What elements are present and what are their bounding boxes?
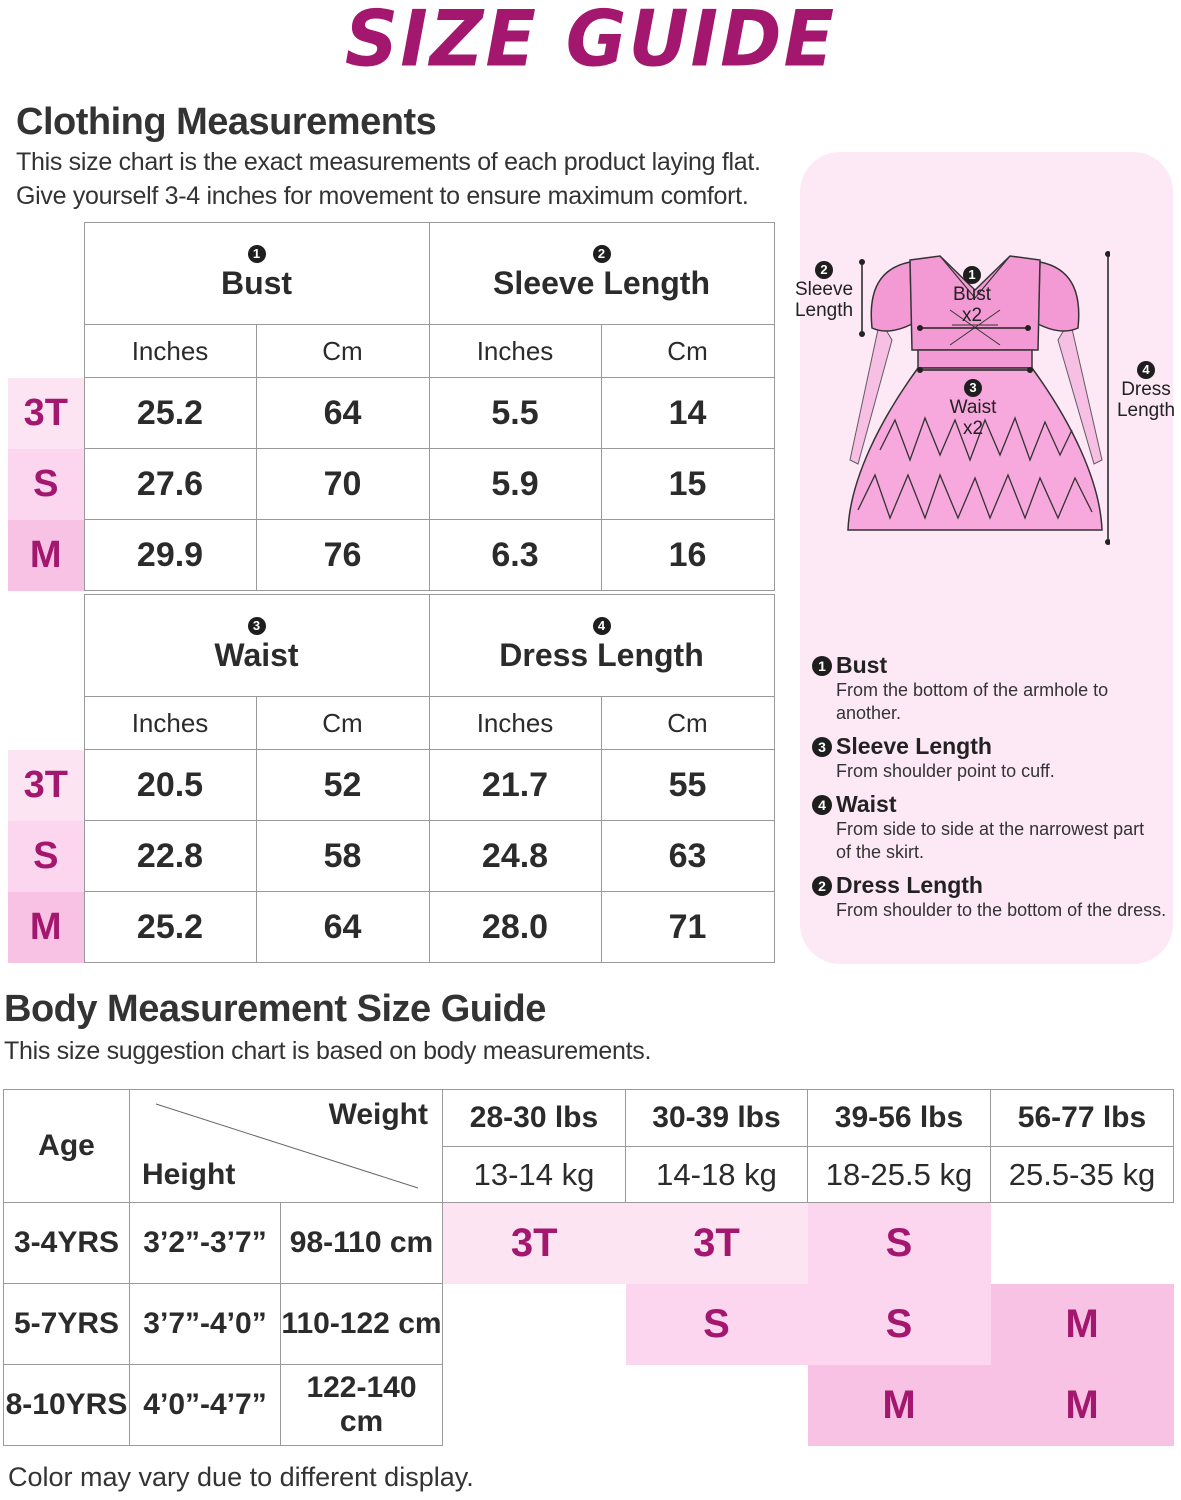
diagram-label-waist: 3 Waist x2 bbox=[949, 380, 997, 439]
height-cm-cell: 122-140 cm bbox=[281, 1365, 443, 1446]
marker-3-icon: 3 bbox=[248, 617, 266, 635]
size-label: S bbox=[8, 821, 84, 892]
cell: 64 bbox=[256, 378, 429, 449]
clothing-table-waist-dress bbox=[8, 594, 775, 963]
cell: 21.7 bbox=[429, 750, 601, 821]
marker-4-icon: 4 bbox=[593, 617, 611, 635]
cell: 16 bbox=[601, 520, 774, 591]
unit-cm: Cm bbox=[601, 697, 774, 750]
unit-inches: Inches bbox=[429, 697, 601, 750]
size-label: M bbox=[8, 892, 84, 963]
legend-item: 3 Sleeve Length From shoulder point to cuff. bbox=[812, 733, 1167, 783]
size-label: 3T bbox=[8, 750, 84, 821]
age-cell: 3-4YRS bbox=[4, 1203, 130, 1284]
size-cell: S bbox=[626, 1284, 808, 1365]
cell: 64 bbox=[256, 892, 429, 963]
size-label: S bbox=[8, 449, 84, 520]
cell: 20.5 bbox=[84, 750, 256, 821]
table-row bbox=[8, 821, 774, 892]
weight-lbs: 30-39 lbs bbox=[626, 1090, 808, 1147]
legend-item: 2 Dress Length From shoulder to the bottom of the dress. bbox=[812, 872, 1167, 922]
marker-1-icon: 1 bbox=[963, 266, 981, 284]
cell: 55 bbox=[601, 750, 774, 821]
size-cell: M bbox=[991, 1284, 1174, 1365]
weight-kg: 18-25.5 kg bbox=[808, 1147, 991, 1203]
table-row bbox=[8, 378, 774, 449]
height-cm-cell: 110-122 cm bbox=[281, 1284, 443, 1365]
body-size-table bbox=[3, 1089, 1174, 1446]
cell: 58 bbox=[256, 821, 429, 892]
unit-cm: Cm bbox=[601, 325, 774, 378]
cell: 52 bbox=[256, 750, 429, 821]
weight-kg: 14-18 kg bbox=[626, 1147, 808, 1203]
cell: 76 bbox=[256, 520, 429, 591]
footer-note: Color may vary due to different display. bbox=[8, 1462, 474, 1492]
cell: 15 bbox=[601, 449, 774, 520]
height-ft-cell: 3’7”-4’0” bbox=[130, 1284, 281, 1365]
diagram-label-bust: 1 Bust x2 bbox=[952, 267, 992, 326]
table-row bbox=[4, 1203, 1174, 1284]
size-label: M bbox=[8, 520, 84, 591]
page-title: SIZE GUIDE bbox=[344, 0, 837, 85]
height-ft-cell: 4’0”-4’7” bbox=[130, 1365, 281, 1446]
weight-lbs: 39-56 lbs bbox=[808, 1090, 991, 1147]
weight-kg: 25.5-35 kg bbox=[991, 1147, 1174, 1203]
cell: 71 bbox=[601, 892, 774, 963]
legend-item: 4 Waist From side to side at the narrowest part of the skirt. bbox=[812, 791, 1167, 864]
diagram-label-sleeve: 2 Sleeve Length bbox=[794, 262, 854, 321]
unit-inches: Inches bbox=[84, 697, 256, 750]
clothing-heading: Clothing Measurements bbox=[16, 101, 437, 143]
cell: 6.3 bbox=[429, 520, 601, 591]
cell: 27.6 bbox=[84, 449, 256, 520]
table-row bbox=[8, 520, 774, 591]
marker-2-icon: 2 bbox=[593, 245, 611, 263]
cell: 29.9 bbox=[84, 520, 256, 591]
size-cell bbox=[443, 1365, 626, 1446]
cell: 25.2 bbox=[84, 378, 256, 449]
cell: 5.9 bbox=[429, 449, 601, 520]
weight-label: Weight bbox=[328, 1098, 428, 1131]
marker-4-icon: 4 bbox=[812, 795, 832, 815]
size-cell: 3T bbox=[626, 1203, 808, 1284]
bust-header: 1 Bust bbox=[84, 223, 429, 325]
unit-inches: Inches bbox=[84, 325, 256, 378]
legend-item: 1 Bust From the bottom of the armhole to another. bbox=[812, 652, 1167, 725]
size-cell: 3T bbox=[443, 1203, 626, 1284]
body-heading: Body Measurement Size Guide bbox=[4, 988, 546, 1030]
unit-inches: Inches bbox=[429, 325, 601, 378]
cell: 5.5 bbox=[429, 378, 601, 449]
sleeve-length-header: 2 Sleeve Length bbox=[429, 223, 774, 325]
clothing-table-bust-sleeve bbox=[8, 222, 775, 591]
table-row bbox=[4, 1365, 1174, 1446]
marker-2-icon: 2 bbox=[815, 261, 833, 279]
cell: 63 bbox=[601, 821, 774, 892]
size-cell: S bbox=[808, 1203, 991, 1284]
cell: 14 bbox=[601, 378, 774, 449]
age-header: Age bbox=[4, 1090, 130, 1203]
diagram-label-dress: 4 Dress Length bbox=[1116, 362, 1176, 421]
table-row bbox=[4, 1284, 1174, 1365]
marker-1-icon: 1 bbox=[248, 245, 266, 263]
height-cm-cell: 98-110 cm bbox=[281, 1203, 443, 1284]
marker-3-icon: 3 bbox=[812, 737, 832, 757]
table-row bbox=[8, 892, 774, 963]
marker-2-icon: 2 bbox=[812, 876, 832, 896]
height-ft-cell: 3’2”-3’7” bbox=[130, 1203, 281, 1284]
weight-kg: 13-14 kg bbox=[443, 1147, 626, 1203]
cell: 22.8 bbox=[84, 821, 256, 892]
cell: 24.8 bbox=[429, 821, 601, 892]
size-cell bbox=[626, 1365, 808, 1446]
clothing-desc-2: Give yourself 3-4 inches for movement to ensure maximum comfort. bbox=[16, 182, 749, 210]
weight-lbs: 28-30 lbs bbox=[443, 1090, 626, 1147]
cell: 25.2 bbox=[84, 892, 256, 963]
clothing-desc-1: This size chart is the exact measurements of each product laying flat. bbox=[16, 148, 761, 176]
table-row bbox=[8, 750, 774, 821]
height-label: Height bbox=[142, 1158, 236, 1191]
age-cell: 5-7YRS bbox=[4, 1284, 130, 1365]
cell: 28.0 bbox=[429, 892, 601, 963]
size-cell bbox=[443, 1284, 626, 1365]
size-cell: M bbox=[991, 1365, 1174, 1446]
dress-length-header: 4 Dress Length bbox=[429, 595, 774, 697]
marker-3-icon: 3 bbox=[964, 379, 982, 397]
size-label: 3T bbox=[8, 378, 84, 449]
table-row bbox=[8, 449, 774, 520]
cell: 70 bbox=[256, 449, 429, 520]
weight-height-header bbox=[130, 1090, 443, 1203]
body-desc: This size suggestion chart is based on body measurements. bbox=[4, 1037, 652, 1065]
measurement-legend bbox=[812, 652, 1167, 922]
unit-cm: Cm bbox=[256, 325, 429, 378]
size-cell: S bbox=[808, 1284, 991, 1365]
waist-header: 3 Waist bbox=[84, 595, 429, 697]
weight-lbs: 56-77 lbs bbox=[991, 1090, 1174, 1147]
age-cell: 8-10YRS bbox=[4, 1365, 130, 1446]
unit-cm: Cm bbox=[256, 697, 429, 750]
size-cell: M bbox=[808, 1365, 991, 1446]
marker-1-icon: 1 bbox=[812, 656, 832, 676]
marker-4-icon: 4 bbox=[1137, 361, 1155, 379]
size-cell bbox=[991, 1203, 1174, 1284]
